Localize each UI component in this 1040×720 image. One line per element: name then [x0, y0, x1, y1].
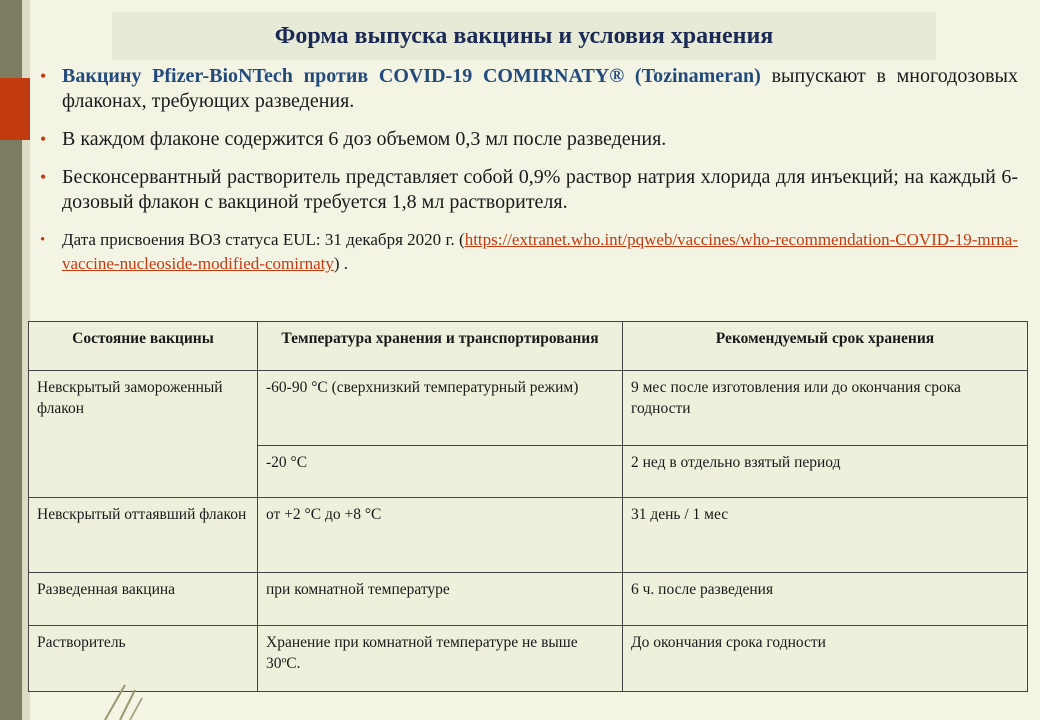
table-cell: Невскрытый оттаявший флакон — [29, 498, 258, 573]
bullet-dot-icon: • — [40, 167, 47, 187]
bullet-item — [40, 165, 1018, 215]
bullet-item — [40, 64, 1018, 114]
bullet-dot-icon: • — [40, 232, 46, 248]
bullet-text: Дата присвоения ВОЗ статуса EUL: 31 декабря 2020 г. ( — [62, 230, 465, 249]
table-cell: Растворитель — [29, 626, 258, 692]
title-banner — [112, 12, 936, 60]
grass-decoration-icon — [100, 680, 160, 720]
bullet-text: В каждом флаконе содержится 6 доз объемом 0,3 мл после разведения. — [62, 128, 667, 150]
table-cell: 9 мес после изготовления или до окончания срока годности — [623, 371, 1028, 446]
table-row — [29, 371, 1028, 446]
column-header: Температура хранения и транспортирования — [258, 322, 623, 371]
bullet-list — [40, 64, 1018, 289]
column-header: Состояние вакцины — [29, 322, 258, 371]
table-row — [29, 498, 1028, 573]
table-cell: от +2 °C до +8 °C — [258, 498, 623, 573]
table-cell: -20 °C — [258, 446, 623, 498]
table-cell: До окончания срока годности — [623, 626, 1028, 692]
column-header: Рекомендуемый срок хранения — [623, 322, 1028, 371]
table-cell: Хранение при комнатной температуре не выше 30ºС. — [258, 626, 623, 692]
bullet-text: выпускают в многодозовых флаконах, требующих разведения. — [62, 65, 1018, 112]
storage-table — [28, 321, 1028, 692]
table-cell: Разведенная вакцина — [29, 573, 258, 626]
who-link[interactable]: https://extranet.who.int/pqweb/vaccines/who-recommendation-COVID-19-mrna-vaccine-nucleoside-modified-comirnaty — [62, 230, 1018, 273]
bullet-item — [40, 228, 1018, 276]
bullet-text: ) . — [333, 254, 349, 273]
table-row — [29, 626, 1028, 692]
red-accent-tab — [0, 78, 30, 140]
bullet-dot-icon: • — [40, 66, 47, 86]
table-cell: -60-90 °C (сверхнизкий температурный режим) — [258, 371, 623, 446]
bullet-dot-icon: • — [40, 129, 47, 149]
table-header-row — [29, 322, 1028, 371]
table-cell: 31 день / 1 мес — [623, 498, 1028, 573]
table-cell: 6 ч. после разведения — [623, 573, 1028, 626]
table-row — [29, 573, 1028, 626]
bullet-item — [40, 127, 1018, 152]
bullet-text: Бесконсервантный растворитель представляет собой 0,9% раствор натрия хлорида для инъекций; на каждый 6-дозовый флакон с вакциной требуется 1,8 мл растворителя. — [62, 166, 1018, 213]
table-cell: при комнатной температуре — [258, 573, 623, 626]
vaccine-name: Вакцину Pfizer-BioNTech против COVID-19 COMIRNATY® (Tozinameran) — [62, 65, 761, 87]
table-cell: Невскрытый замороженный флакон — [29, 371, 258, 498]
table-cell: 2 нед в отдельно взятый период — [623, 446, 1028, 498]
slide-title: Форма выпуска вакцины и условия хранения — [274, 22, 774, 49]
